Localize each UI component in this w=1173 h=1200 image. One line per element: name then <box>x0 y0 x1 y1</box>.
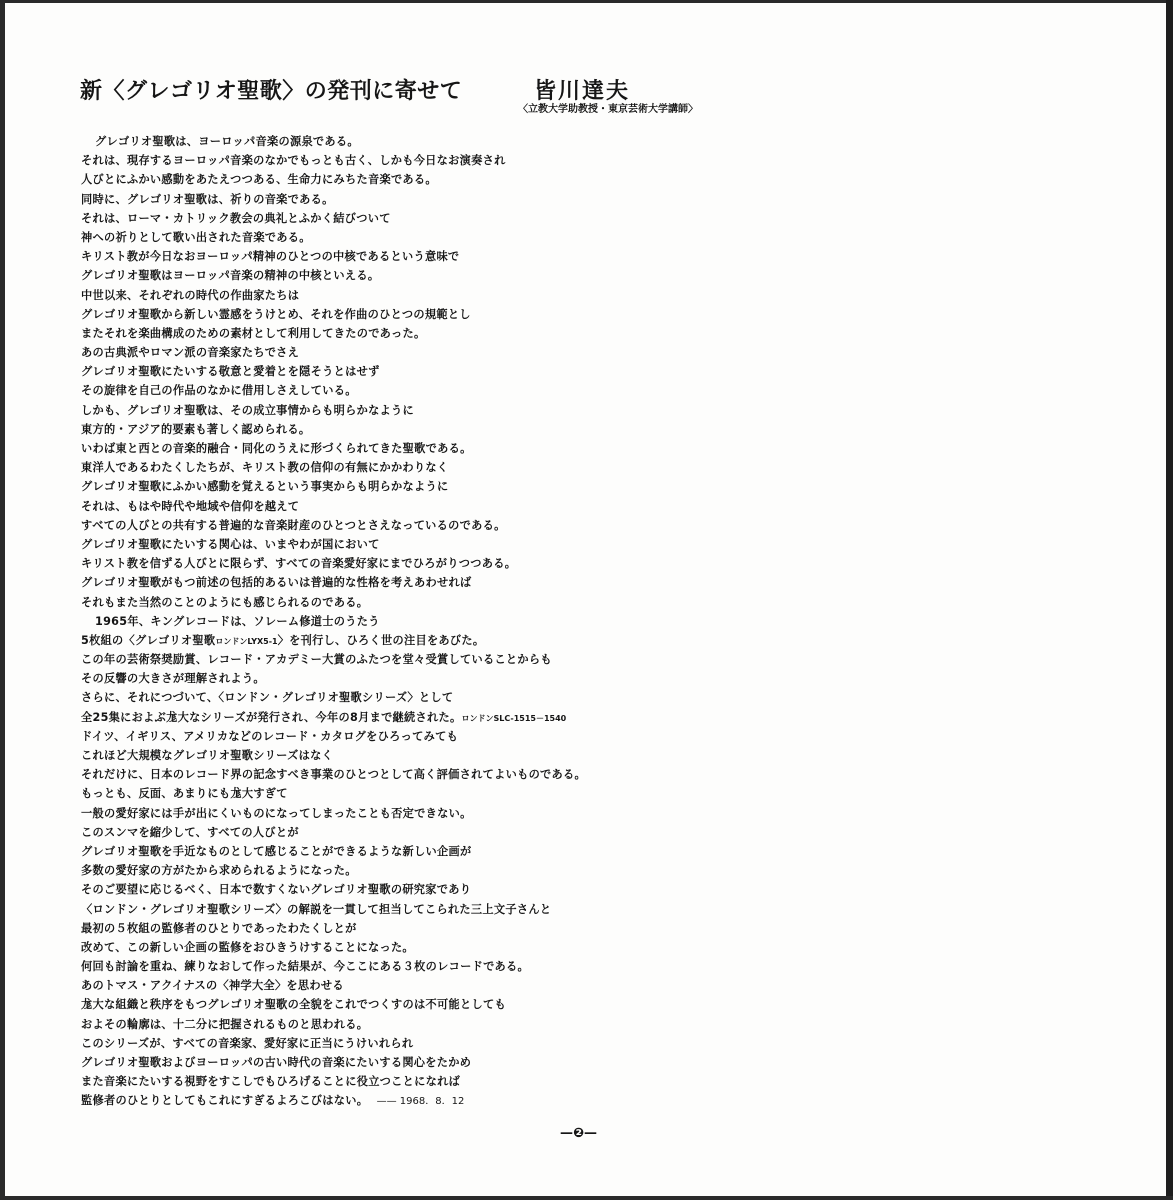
body-line: グレゴリオ聖歌を手近なものとして感じることができるような新しい企画が <box>81 844 472 858</box>
body-line: 同時に、グレゴリオ聖歌は、祈りの音楽である。 <box>81 192 334 206</box>
body-line: もっとも、反面、あまりにも尨大すぎて <box>81 787 288 801</box>
body-line: それもまた当然のことのようにも感じられるのである。 <box>81 595 369 609</box>
body-line: さらに、それにつづいて、〈ロンドン・グレゴリオ聖歌シリーズ〉として <box>81 691 454 705</box>
body-line: 何回も討論を重ね、練りなおして作った結果が、今ここにある３枚のレコードである。 <box>81 960 530 974</box>
body-line: その旋律を自己の作品のなかに借用しさえしている。 <box>81 384 357 398</box>
body-line <box>81 631 761 650</box>
catalog-number: ロンドンLYX5-1 <box>215 636 278 646</box>
scan-edge-top <box>0 0 1173 3</box>
author-affiliation: 〈立教大学助教授・東京芸術大学講師〉 <box>518 104 698 115</box>
body-line: あの古典派やロマン派の音楽家たちでさえ <box>81 346 300 360</box>
body-line: 改めて、この新しい企画の監修をおひきうけすることになった。 <box>81 940 414 954</box>
body-line: グレゴリオ聖歌は、ヨーロッパ音楽の源泉である。 <box>95 135 359 148</box>
body-line: またそれを楽曲構成のための素材として利用してきたのであった。 <box>81 326 426 340</box>
body-line: それは、現存するヨーロッパ音楽のなかでもっとも古く、しかも今日なお演奏され <box>81 154 506 168</box>
title-block <box>80 74 780 134</box>
body-line: 人びとにふかい感動をあたえつつある、生命力にみちた音楽である。 <box>81 173 437 187</box>
body-line: このシリーズが、すべての音楽家、愛好家に正当にうけいれられ <box>81 1036 414 1050</box>
body-line: すべての人びとの共有する普遍的な音楽財産のひとつとさえなっているのである。 <box>81 518 506 532</box>
body-line: 〈ロンドン・グレゴリオ聖歌シリーズ〉の解説を一貫して担当してこられた三上文子さんと <box>81 902 552 916</box>
body-text: 5枚組の〈グレゴリオ聖歌 <box>81 633 216 647</box>
author-name: 皆川達夫 <box>534 79 631 104</box>
body-line: その反響の大きさが理解されよう。 <box>81 672 265 686</box>
body-line: 東方的・アジア的要素も著しく認められる。 <box>81 422 311 436</box>
body-line: これほど大規模なグレゴリオ聖歌シリーズはなく <box>81 749 334 762</box>
body-line: グレゴリオ聖歌にふかい感動を覚えるという事実からも明らかなように <box>81 480 449 494</box>
body-line: 尨大な組織と秩序をもつグレゴリオ聖歌の全貌をこれでつくすのは不可能としても <box>81 998 506 1012</box>
body-line: また音楽にたいする視野をすこしでもひろげることに役立つことになれば <box>81 1075 461 1089</box>
body-line: グレゴリオ聖歌はヨーロッパ音楽の精神の中核といえる。 <box>81 269 380 283</box>
body-line: ドイツ、イギリス、アメリカなどのレコード・カタログをひろってみても <box>81 729 459 743</box>
scan-edge-left <box>0 0 5 1200</box>
catalog-number: ロンドンSLC-1515－1540 <box>461 713 567 723</box>
scan-edge-right <box>1166 0 1173 1200</box>
body-line: それだけに、日本のレコード界の記念すべき事業のひとつとして高く評価されてよいものである。 <box>81 768 587 782</box>
body-line: キリスト教を信ずる人びとに限らず、すべての音楽愛好家にまでひろがりつつある。 <box>81 557 517 571</box>
body-line: グレゴリオ聖歌から新しい霊感をうけとめ、それを作曲のひとつの規範とし <box>81 307 471 321</box>
body-text: 全25集におよぶ尨大なシリーズが発行され、今年の8月まで継続された。 <box>81 710 462 724</box>
body-line: そのご要望に応じるべく、日本で数すくないグレゴリオ聖歌の研究家であり <box>81 883 472 897</box>
body-line: それは、もはや時代や地域や信仰を越えて <box>81 499 300 513</box>
body-line: 最初の５枚組の監修者のひとりであったわたくしとが <box>81 921 357 935</box>
body-line: しかも、グレゴリオ聖歌は、その成立事情からも明らかなように <box>81 403 415 417</box>
page-number: —❷— <box>560 1126 598 1141</box>
body-text: 監修者のひとりとしてもこれにすぎるよろこびはない。 <box>81 1094 369 1108</box>
body-line: このスンマを縮少して、すべての人びとが <box>81 825 299 839</box>
article-title: 新〈グレゴリオ聖歌〉の発刊に寄せて <box>80 79 463 104</box>
article-body <box>81 132 761 1111</box>
body-line: あのトマス・アクイナスの〈神学大全〉を思わせる <box>81 979 344 993</box>
body-line: およその輪廓は、十二分に把握されるものと思われる。 <box>81 1017 369 1031</box>
body-line: グレゴリオ聖歌にたいする敬意と愛着とを隠そうとはせず <box>81 365 380 379</box>
body-line: この年の芸術祭奨励賞、レコード・アカデミー大賞のふたつを堂々受賞していることからも <box>81 653 552 667</box>
body-line: 1965年、キングレコードは、ソレーム修道士のうたう <box>95 614 380 628</box>
body-line: 中世以来、それぞれの時代の作曲家たちは <box>81 288 300 302</box>
body-line: 神への祈りとして歌い出された音楽である。 <box>81 230 311 244</box>
scan-edge-bottom <box>0 1196 1173 1200</box>
body-line: いわば東と西との音楽的融合・同化のうえに形づくられてきた聖歌である。 <box>81 442 472 455</box>
body-line: 多数の愛好家の方がたから求められるようになった。 <box>81 864 357 878</box>
signature-date: —— 1968．8．12 <box>376 1096 465 1108</box>
body-line: それは、ローマ・カトリック教会の典礼とふかく結びついて <box>81 211 391 225</box>
body-line: 東洋人であるわたくしたちが、キリスト教の信仰の有無にかかわりなく <box>81 461 449 475</box>
body-line <box>81 708 761 727</box>
body-line: グレゴリオ聖歌がもつ前述の包括的あるいは普遍的な性格を考えあわせれば <box>81 576 472 590</box>
body-line: 一般の愛好家には手が出にくいものになってしまったことも否定できない。 <box>81 806 472 820</box>
body-line: グレゴリオ聖歌およびヨーロッパの古い時代の音楽にたいする関心をたかめ <box>81 1056 472 1069</box>
body-line <box>81 1091 761 1110</box>
body-line: キリスト教が今日なおヨーロッパ精神のひとつの中核であるという意味で <box>81 250 460 264</box>
body-text: 〉を刊行し、ひろく世の注目をあびた。 <box>277 633 485 647</box>
body-line: グレゴリオ聖歌にたいする関心は、いまやわが国において <box>81 537 380 551</box>
